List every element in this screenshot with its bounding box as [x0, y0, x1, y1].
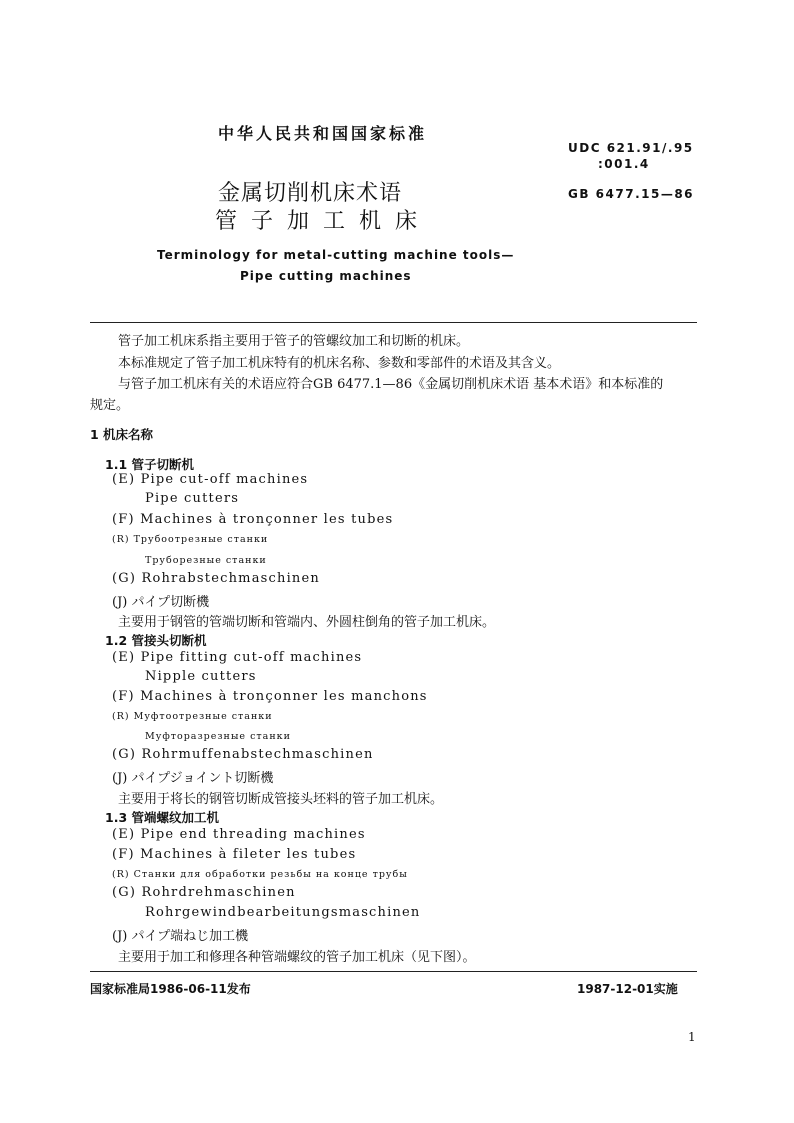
standard-category-title: 中华人民共和国国家标准 — [218, 124, 428, 143]
intro-paragraph-3-cont: 规定。 — [90, 398, 130, 413]
intro-paragraph-2: 本标准规定了管子加工机床特有的机床名称、参数和零部件的术语及其含义。 — [118, 356, 561, 371]
udc-code-line1: UDC 621.91/.95 — [568, 141, 694, 155]
term-german: (G) Rohrabstechmaschinen — [112, 571, 320, 586]
footer-divider — [90, 971, 697, 972]
intro-paragraph-1: 管子加工机床系指主要用于管子的管螺纹加工和切断的机床。 — [118, 334, 470, 349]
gb-standard-code: GB 6477.15—86 — [568, 187, 695, 201]
term-russian-alt: Муфторазрезные станки — [145, 731, 291, 742]
header-divider — [90, 322, 697, 323]
term-french: (F) Machines à fileter les tubes — [112, 847, 357, 862]
term-german-alt: Rohrgewindbearbeitungsmaschinen — [145, 905, 421, 920]
term-english: (E) Pipe end threading machines — [112, 827, 366, 842]
document-title-cn-line2: 管子加工机床 — [215, 209, 432, 234]
section-1-1-heading: 1.1 管子切断机 — [105, 457, 194, 472]
term-french: (F) Machines à tronçonner les tubes — [112, 512, 394, 527]
term-english: (E) Pipe fitting cut-off machines — [112, 650, 363, 665]
document-title-cn-line1: 金属切削机床术语 — [218, 181, 403, 206]
term-russian: (R) Муфтоотрезные станки — [112, 711, 273, 722]
effective-date: 1987-12-01实施 — [577, 982, 678, 996]
term-russian: (R) Трубоотрезные станки — [112, 534, 269, 545]
intro-paragraph-3: 与管子加工机床有关的术语应符合GB 6477.1—86《金属切削机床术语 基本术语》和本标准的 — [118, 377, 664, 392]
issue-date: 国家标准局1986-06-11发布 — [90, 982, 251, 996]
document-title-en-line2: Pipe cutting machines — [240, 269, 412, 283]
section-1-2-heading: 1.2 管接头切断机 — [105, 633, 207, 648]
term-definition: 主要用于钢管的管端切断和管端内、外圆柱倒角的管子加工机床。 — [118, 615, 496, 630]
term-english-alt: Pipe cutters — [145, 491, 240, 506]
term-german: (G) Rohrmuffenabstechmaschinen — [112, 747, 374, 762]
page-number: 1 — [688, 1030, 696, 1044]
term-definition: 主要用于加工和修理各种管端螺纹的管子加工机床（见下图）。 — [118, 950, 476, 965]
term-russian-alt: Труборезные станки — [145, 555, 267, 566]
term-german: (G) Rohrdrehmaschinen — [112, 885, 296, 900]
term-japanese: (J) パイプ切断機 — [112, 595, 210, 610]
term-japanese: (J) パイプ端ねじ加工機 — [112, 929, 249, 944]
term-definition: 主要用于将长的钢管切断成管接头坯料的管子加工机床。 — [118, 792, 444, 807]
section-1-3-heading: 1.3 管端螺纹加工机 — [105, 810, 219, 825]
term-english: (E) Pipe cut-off machines — [112, 472, 309, 487]
term-russian: (R) Станки для обработки резьбы на конце трубы — [112, 869, 408, 880]
term-japanese: (J) パイプジョイント切断機 — [112, 771, 274, 786]
term-english-alt: Nipple cutters — [145, 669, 257, 684]
udc-code-line2: :001.4 — [598, 157, 650, 171]
term-french: (F) Machines à tronçonner les manchons — [112, 689, 428, 704]
document-title-en-line1: Terminology for metal-cutting machine tools— — [157, 248, 515, 262]
section-1-title: 1 机床名称 — [90, 427, 154, 442]
